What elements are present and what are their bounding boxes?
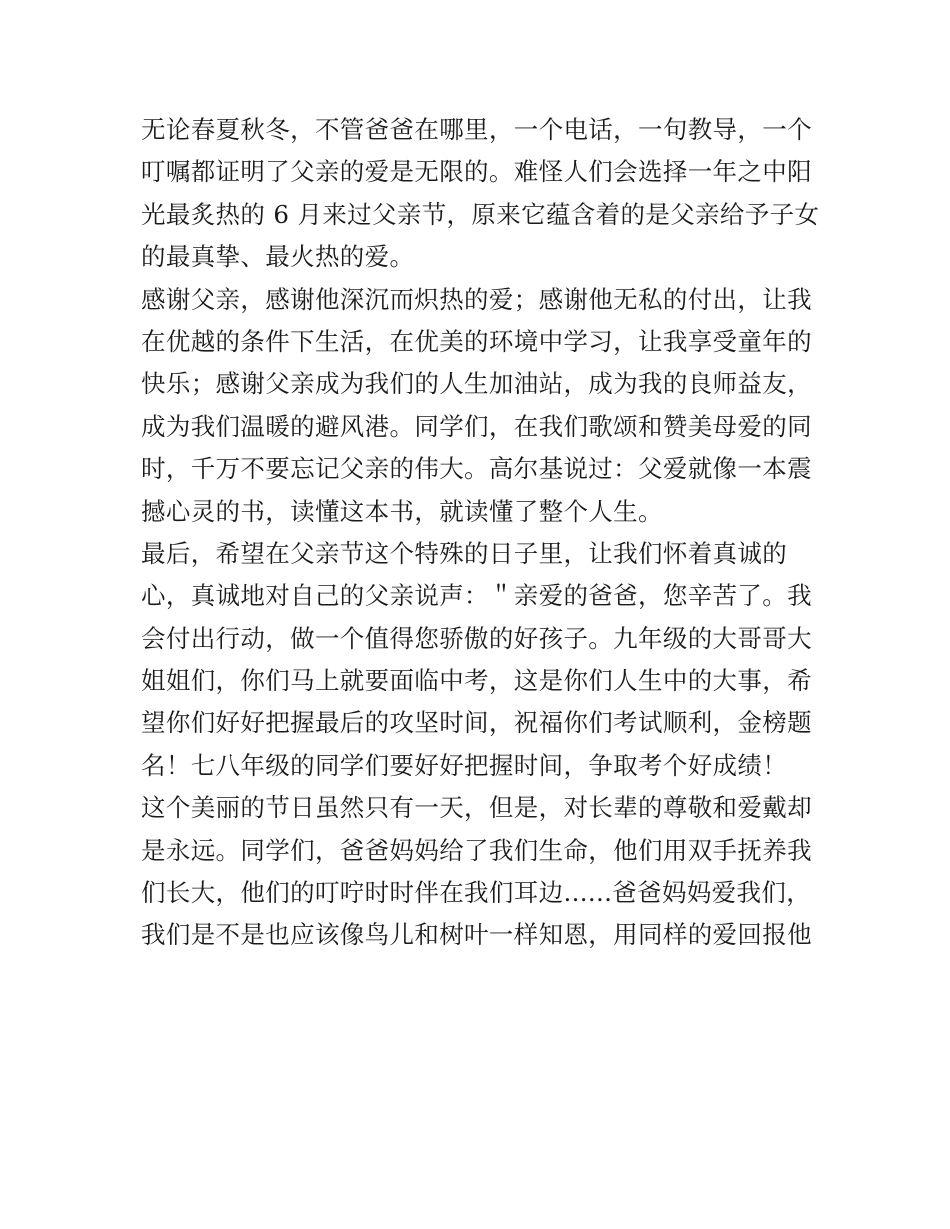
text-line: 是永远。同学们，爸爸妈妈给了我们生命，他们用双手抚养我: [141, 835, 812, 865]
text-line: 时，千万不要忘记父亲的伟大。高尔基说过：父爱就像一本震: [141, 454, 812, 484]
text-line: 我们是不是也应该像鸟儿和树叶一样知恩，用同样的爱回报他: [141, 920, 812, 950]
text-line: 会付出行动，做一个值得您骄傲的好孩子。九年级的大哥哥大: [141, 623, 812, 653]
text-line: 光最炙热的 6 月来过父亲节，原来它蕴含着的是父亲给予子女: [141, 199, 820, 229]
document-body: [141, 109, 820, 957]
text-line: 望你们好好把握最后的攻坚时间，祝福你们考试顺利，金榜题: [141, 708, 812, 738]
text-line: 最后，希望在父亲节这个特殊的日子里，让我们怀着真诚的: [141, 538, 788, 568]
text-line: 名！七八年级的同学们要好好把握时间，争取考个好成绩！: [141, 750, 788, 780]
text-line: 快乐；感谢父亲成为我们的人生加油站，成为我的良师益友，: [141, 369, 812, 399]
text-line: 成为我们温暖的避风港。同学们，在我们歌颂和赞美母爱的同: [141, 411, 812, 441]
text-line: 这个美丽的节日虽然只有一天，但是，对长辈的尊敬和爱戴却: [141, 793, 812, 823]
text-line: 叮嘱都证明了父亲的爱是无限的。难怪人们会选择一年之中阳: [141, 157, 812, 187]
text-line: 撼心灵的书，读懂这本书，就读懂了整个人生。: [141, 496, 663, 526]
text-line: 感谢父亲，感谢他深沉而炽热的爱；感谢他无私的付出，让我: [141, 284, 812, 314]
text-line: 的最真挚、最火热的爱。: [141, 242, 415, 272]
text-line: 在优越的条件下生活，在优美的环境中学习，让我享受童年的: [141, 326, 812, 356]
text-line: 姐姐们，你们马上就要面临中考，这是你们人生中的大事，希: [141, 666, 812, 696]
text-line: 无论春夏秋冬，不管爸爸在哪里，一个电话，一句教导，一个: [141, 115, 812, 144]
text-line: 们长大，他们的叮咛时时伴在我们耳边......爸爸妈妈爱我们，: [141, 878, 812, 908]
text-line: 心，真诚地对自己的父亲说声：＂亲爱的爸爸，您辛苦了。我: [141, 581, 812, 611]
